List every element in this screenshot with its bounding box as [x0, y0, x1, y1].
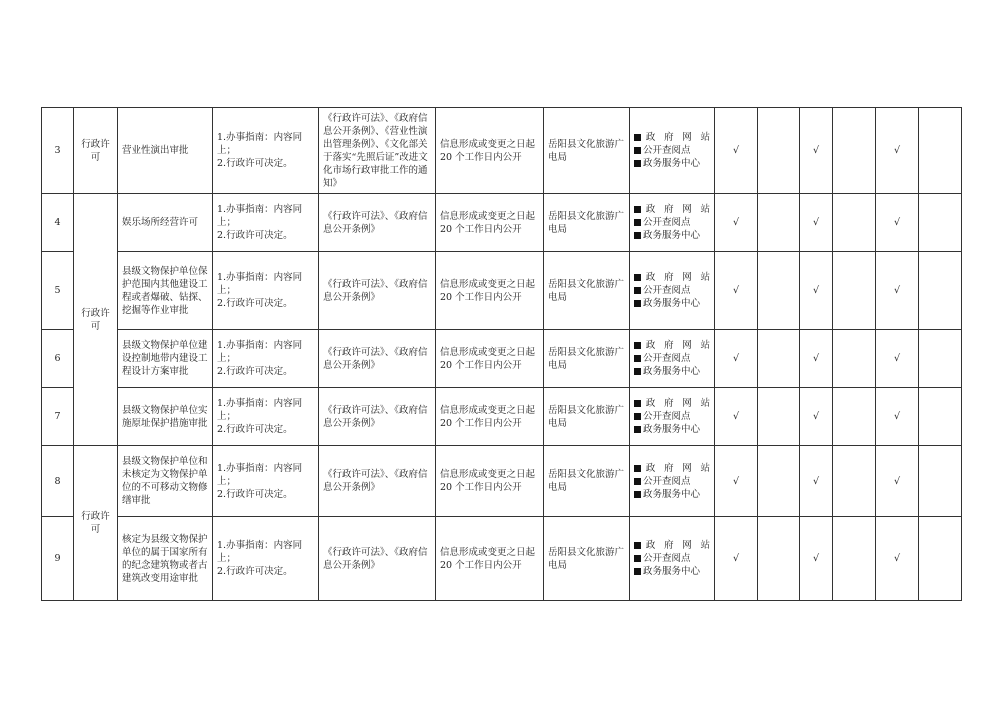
- row-subject: 岳阳县文化旅游广电局: [544, 517, 630, 601]
- content-line: 1.办事指南：内容同上；: [217, 462, 303, 487]
- check-cell: [758, 330, 800, 388]
- black-square-icon: [634, 478, 641, 485]
- channel-line: [634, 297, 710, 310]
- check-cell: [833, 194, 876, 252]
- channel-label: 公开查阅点: [643, 145, 691, 156]
- row-time-limit: 信息形成或变更之日起 20 个工作日内公开: [436, 252, 544, 330]
- content-line: 1.办事指南：内容同上；: [217, 540, 303, 564]
- row-basis: 《行政许可法》、《政府信息公开条例》: [319, 252, 436, 330]
- check-cell: [833, 108, 876, 194]
- check-cell: [758, 252, 800, 330]
- row-item-name: 营业性演出审批: [118, 108, 213, 194]
- check-cell: [833, 517, 876, 601]
- channel-label: 政务服务中心: [643, 424, 701, 435]
- black-square-icon: [634, 219, 641, 226]
- row-basis: 《行政许可法》、《政府信息公开条例》: [319, 446, 436, 517]
- row-subject: 岳阳县文化旅游广电局: [544, 330, 630, 388]
- channel-label: 公开查阅点: [643, 285, 691, 296]
- row-subject: 岳阳县文化旅游广电局: [544, 252, 630, 330]
- channel-line: [634, 339, 710, 352]
- check-cell: [919, 330, 962, 388]
- row-item-name: 县级文物保护单位保护范围内其他建设工程或者爆破、钻探、挖掘等作业审批: [118, 252, 213, 330]
- channel-label: 政 府 网 站: [643, 272, 710, 283]
- disclosure-table: [41, 107, 962, 601]
- check-cell: √: [715, 388, 758, 446]
- check-cell: [833, 388, 876, 446]
- check-cell: √: [800, 252, 833, 330]
- black-square-icon: [634, 355, 641, 362]
- black-square-icon: [634, 368, 641, 375]
- channel-line: [634, 475, 710, 488]
- content-line: 2.行政许可决定。: [217, 230, 293, 241]
- channel-label: 政务服务中心: [643, 158, 701, 169]
- row-channels: [630, 446, 715, 517]
- row-content: [213, 330, 319, 388]
- black-square-icon: [634, 287, 641, 294]
- row-basis: 《行政许可法》、《政府信息公开条例》、《营业性演出管理条例》、《文化部关于落实“先照后证”改进文化市场行政审批工作的通知》: [319, 108, 436, 194]
- channel-line: [634, 352, 710, 365]
- row-item-name: 县级文物保护单位和未核定为文物保护单位的不可移动文物修缮审批: [118, 446, 213, 517]
- black-square-icon: [634, 491, 641, 498]
- check-cell: [919, 252, 962, 330]
- row-seq: 3: [42, 108, 74, 194]
- check-cell: [919, 388, 962, 446]
- channel-label: 政 府 网 站: [643, 204, 710, 215]
- content-line: 1.办事指南：内容同上；: [217, 204, 303, 228]
- channel-line: [634, 462, 710, 475]
- black-square-icon: [634, 147, 641, 154]
- channel-line: [634, 552, 710, 565]
- content-line: 2.行政许可决定。: [217, 298, 293, 309]
- channel-label: 政务服务中心: [643, 566, 701, 577]
- row-content: [213, 108, 319, 194]
- row-content: [213, 517, 319, 601]
- check-cell: √: [876, 446, 919, 517]
- check-cell: √: [800, 446, 833, 517]
- check-cell: √: [715, 446, 758, 517]
- row-seq: 4: [42, 194, 74, 252]
- channel-line: [634, 565, 710, 578]
- channel-label: 公开查阅点: [643, 217, 691, 228]
- channel-label: 政 府 网 站: [643, 340, 710, 351]
- black-square-icon: [634, 465, 641, 472]
- channel-line: [634, 410, 710, 423]
- row-seq: 8: [42, 446, 74, 517]
- check-cell: √: [715, 517, 758, 601]
- channel-line: [634, 157, 710, 170]
- channel-line: [634, 271, 710, 284]
- channel-label: 政务服务中心: [643, 230, 701, 241]
- content-line: 1.办事指南：内容同上；: [217, 132, 303, 156]
- row-content: [213, 252, 319, 330]
- row-basis: 《行政许可法》、《政府信息公开条例》: [319, 388, 436, 446]
- row-seq: 5: [42, 252, 74, 330]
- check-cell: √: [715, 108, 758, 194]
- channel-line: [634, 131, 710, 144]
- black-square-icon: [634, 206, 641, 213]
- row-subject: 岳阳县文化旅游广电局: [544, 194, 630, 252]
- row-time-limit: 信息形成或变更之日起 20 个工作日内公开: [436, 330, 544, 388]
- channel-line: [634, 539, 710, 552]
- check-cell: √: [800, 388, 833, 446]
- row-time-limit: 信息形成或变更之日起 20 个工作日内公开: [436, 517, 544, 601]
- channel-line: [634, 203, 710, 216]
- black-square-icon: [634, 232, 641, 239]
- check-cell: [758, 446, 800, 517]
- row-content: [213, 388, 319, 446]
- channel-label: 政 府 网 站: [643, 462, 710, 474]
- channel-label: 政 府 网 站: [643, 398, 710, 409]
- table-row: [42, 108, 962, 194]
- channel-line: [634, 216, 710, 229]
- channel-line: [634, 144, 710, 157]
- row-category: 行政许可: [74, 194, 118, 446]
- row-channels: [630, 252, 715, 330]
- channel-line: [634, 397, 710, 410]
- row-channels: [630, 108, 715, 194]
- row-item-name: 娱乐场所经营许可: [118, 194, 213, 252]
- check-cell: [919, 194, 962, 252]
- content-line: 1.办事指南：内容同上；: [217, 340, 303, 364]
- row-time-limit: 信息形成或变更之日起 20 个工作日内公开: [436, 446, 544, 517]
- row-item-name: 县级文物保护单位实施原址保护措施审批: [118, 388, 213, 446]
- check-cell: [919, 517, 962, 601]
- row-item-name: 县级文物保护单位建设控制地带内建设工程设计方案审批: [118, 330, 213, 388]
- channel-label: 政 府 网 站: [643, 540, 710, 551]
- black-square-icon: [634, 300, 641, 307]
- row-category: 行政许可: [74, 108, 118, 194]
- check-cell: √: [876, 517, 919, 601]
- check-cell: [833, 330, 876, 388]
- row-channels: [630, 388, 715, 446]
- check-cell: √: [800, 330, 833, 388]
- row-category: 行政许可: [74, 446, 118, 601]
- black-square-icon: [634, 274, 641, 281]
- channel-line: [634, 423, 710, 436]
- check-cell: [758, 194, 800, 252]
- black-square-icon: [634, 413, 641, 420]
- channel-label: 政务服务中心: [643, 298, 701, 309]
- row-basis: 《行政许可法》、《政府信息公开条例》: [319, 194, 436, 252]
- black-square-icon: [634, 426, 641, 433]
- content-line: 2.行政许可决定。: [217, 366, 293, 377]
- check-cell: √: [800, 194, 833, 252]
- content-line: 2.行政许可决定。: [217, 488, 293, 500]
- check-cell: [919, 108, 962, 194]
- black-square-icon: [634, 400, 641, 407]
- row-subject: 岳阳县文化旅游广电局: [544, 446, 630, 517]
- row-time-limit: 信息形成或变更之日起 20 个工作日内公开: [436, 108, 544, 194]
- content-line: 2.行政许可决定。: [217, 158, 293, 169]
- content-line: 1.办事指南：内容同上；: [217, 398, 303, 422]
- table-row: [42, 330, 962, 388]
- check-cell: [758, 388, 800, 446]
- row-time-limit: 信息形成或变更之日起 20 个工作日内公开: [436, 194, 544, 252]
- row-time-limit: 信息形成或变更之日起 20 个工作日内公开: [436, 388, 544, 446]
- check-cell: √: [715, 252, 758, 330]
- check-cell: √: [876, 388, 919, 446]
- row-basis: 《行政许可法》、《政府信息公开条例》: [319, 330, 436, 388]
- check-cell: √: [800, 517, 833, 601]
- black-square-icon: [634, 542, 641, 549]
- table-row: [42, 446, 962, 517]
- channel-label: 政务服务中心: [643, 366, 701, 377]
- row-seq: 9: [42, 517, 74, 601]
- check-cell: [833, 252, 876, 330]
- check-cell: √: [715, 194, 758, 252]
- check-cell: √: [876, 194, 919, 252]
- row-channels: [630, 330, 715, 388]
- row-subject: 岳阳县文化旅游广电局: [544, 388, 630, 446]
- check-cell: √: [876, 252, 919, 330]
- channel-label: 公开查阅点: [643, 553, 691, 564]
- content-line: 2.行政许可决定。: [217, 566, 293, 577]
- channel-label: 政 府 网 站: [643, 132, 710, 143]
- table-row: [42, 517, 962, 601]
- channel-label: 公开查阅点: [643, 411, 691, 422]
- table-row: [42, 252, 962, 330]
- row-basis: 《行政许可法》、《政府信息公开条例》: [319, 517, 436, 601]
- black-square-icon: [634, 568, 641, 575]
- channel-line: [634, 488, 710, 501]
- row-content: [213, 194, 319, 252]
- row-seq: 7: [42, 388, 74, 446]
- channel-label: 公开查阅点: [643, 353, 691, 364]
- check-cell: √: [876, 108, 919, 194]
- row-seq: 6: [42, 330, 74, 388]
- black-square-icon: [634, 134, 641, 141]
- check-cell: [833, 446, 876, 517]
- channel-label: 公开查阅点: [643, 475, 691, 487]
- check-cell: [919, 446, 962, 517]
- row-subject: 岳阳县文化旅游广电局: [544, 108, 630, 194]
- channel-label: 政务服务中心: [643, 488, 701, 500]
- check-cell: √: [715, 330, 758, 388]
- row-channels: [630, 194, 715, 252]
- channel-line: [634, 229, 710, 242]
- table-row: [42, 388, 962, 446]
- black-square-icon: [634, 160, 641, 167]
- row-channels: [630, 517, 715, 601]
- check-cell: √: [876, 330, 919, 388]
- channel-line: [634, 284, 710, 297]
- content-line: 1.办事指南：内容同上；: [217, 272, 303, 296]
- black-square-icon: [634, 342, 641, 349]
- row-item-name: 核定为县级文物保护单位的属于国家所有的纪念建筑物或者古建筑改变用途审批: [118, 517, 213, 601]
- table-body: [42, 108, 962, 601]
- table-row: [42, 194, 962, 252]
- row-content: [213, 446, 319, 517]
- channel-line: [634, 365, 710, 378]
- check-cell: [758, 108, 800, 194]
- check-cell: [758, 517, 800, 601]
- check-cell: √: [800, 108, 833, 194]
- content-line: 2.行政许可决定。: [217, 424, 293, 435]
- black-square-icon: [634, 555, 641, 562]
